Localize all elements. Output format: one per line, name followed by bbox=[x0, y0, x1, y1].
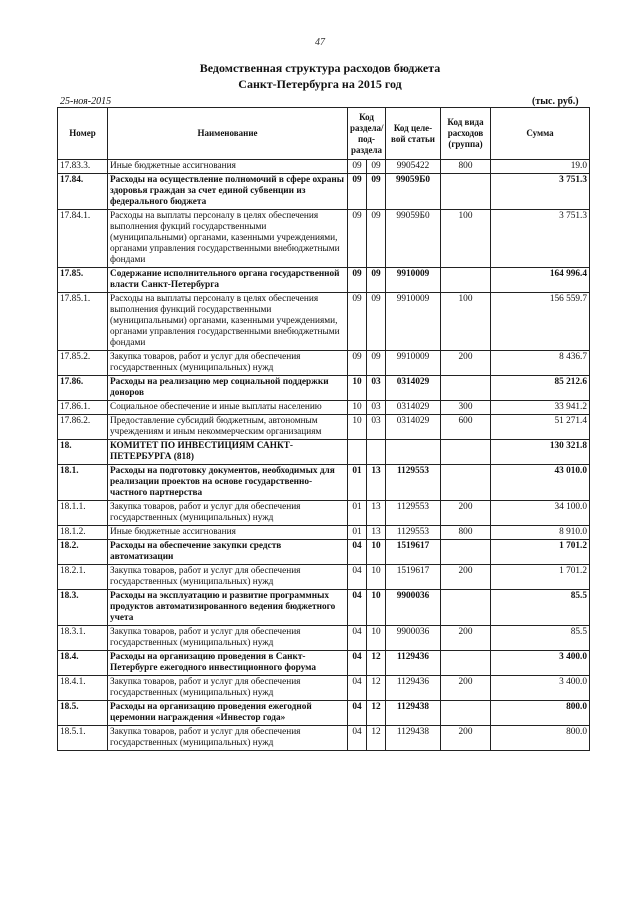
row-expense-type bbox=[441, 268, 491, 293]
row-target-code: 1129553 bbox=[386, 526, 441, 540]
row-target-code: 1129553 bbox=[386, 465, 441, 501]
report-date: 25-ноя-2015 bbox=[60, 96, 112, 107]
row-subsection-code: 03 bbox=[367, 415, 386, 440]
title-line-2: Санкт-Петербурга на 2015 год bbox=[238, 77, 402, 91]
row-sum: 43 010.0 bbox=[491, 465, 590, 501]
table-row bbox=[58, 651, 590, 676]
row-name: КОМИТЕТ ПО ИНВЕСТИЦИЯМ САНКТ-ПЕТЕРБУРГА (818) bbox=[108, 440, 348, 465]
row-number: 18.4.1. bbox=[58, 676, 108, 701]
row-section-code: 04 bbox=[348, 565, 367, 590]
row-number: 18.3. bbox=[58, 590, 108, 626]
row-name: Закупка товаров, работ и услуг для обеспечения государственных (муниципальных) нужд bbox=[108, 501, 348, 526]
table-row bbox=[58, 501, 590, 526]
row-number: 18.5. bbox=[58, 701, 108, 726]
table-row bbox=[58, 293, 590, 351]
table-row bbox=[58, 701, 590, 726]
row-name: Закупка товаров, работ и услуг для обеспечения государственных (муниципальных) нужд bbox=[108, 676, 348, 701]
row-subsection-code: 10 bbox=[367, 540, 386, 565]
header-target: Код целе- вой статьи bbox=[386, 108, 441, 160]
row-subsection-code: 10 bbox=[367, 590, 386, 626]
table-header-row bbox=[58, 108, 590, 160]
row-expense-type bbox=[441, 440, 491, 465]
row-number: 18.1.2. bbox=[58, 526, 108, 540]
row-sum: 800.0 bbox=[491, 701, 590, 726]
budget-table bbox=[57, 107, 590, 751]
table-row bbox=[58, 590, 590, 626]
table-row bbox=[58, 174, 590, 210]
row-expense-type: 200 bbox=[441, 501, 491, 526]
row-sum: 3 400.0 bbox=[491, 676, 590, 701]
row-target-code: 9905422 bbox=[386, 160, 441, 174]
row-target-code: 9910009 bbox=[386, 268, 441, 293]
row-subsection-code: 13 bbox=[367, 465, 386, 501]
row-number: 17.86.1. bbox=[58, 401, 108, 415]
table-row bbox=[58, 440, 590, 465]
row-section-code: 09 bbox=[348, 351, 367, 376]
row-name: Иные бюджетные ассигнования bbox=[108, 160, 348, 174]
row-target-code: 9900036 bbox=[386, 590, 441, 626]
row-subsection-code: 13 bbox=[367, 501, 386, 526]
row-target-code: 1519617 bbox=[386, 540, 441, 565]
table-row bbox=[58, 626, 590, 651]
row-number: 18.3.1. bbox=[58, 626, 108, 651]
row-sum: 34 100.0 bbox=[491, 501, 590, 526]
row-subsection-code: 10 bbox=[367, 626, 386, 651]
row-target-code: 1129438 bbox=[386, 701, 441, 726]
row-subsection-code: 09 bbox=[367, 210, 386, 268]
row-name: Расходы на выплаты персоналу в целях обеспечения выполнения функций государственными (муниципальными) органами, казенными учреждениями, органами управления государственными внебюджетными фондами bbox=[108, 293, 348, 351]
row-section-code: 04 bbox=[348, 676, 367, 701]
row-name: Расходы на реализацию мер социальной поддержки доноров bbox=[108, 376, 348, 401]
row-sum: 3 400.0 bbox=[491, 651, 590, 676]
header-type: Код вида расходов (группа) bbox=[441, 108, 491, 160]
row-sum: 51 271.4 bbox=[491, 415, 590, 440]
table-row bbox=[58, 540, 590, 565]
row-section-code: 10 bbox=[348, 415, 367, 440]
row-number: 17.85. bbox=[58, 268, 108, 293]
row-target-code: 1129553 bbox=[386, 501, 441, 526]
row-subsection-code bbox=[367, 440, 386, 465]
row-expense-type bbox=[441, 540, 491, 565]
row-sum: 1 701.2 bbox=[491, 540, 590, 565]
row-section-code: 04 bbox=[348, 726, 367, 751]
row-name: Расходы на обеспечение закупки средств автоматизации bbox=[108, 540, 348, 565]
row-number: 18. bbox=[58, 440, 108, 465]
row-number: 18.1.1. bbox=[58, 501, 108, 526]
row-number: 17.84. bbox=[58, 174, 108, 210]
row-expense-type bbox=[441, 651, 491, 676]
row-target-code: 99059Б0 bbox=[386, 210, 441, 268]
row-name: Расходы на организацию проведения ежегодной церемонии награждения «Инвестор года» bbox=[108, 701, 348, 726]
row-target-code bbox=[386, 440, 441, 465]
row-sum: 3 751.3 bbox=[491, 210, 590, 268]
row-target-code: 0314029 bbox=[386, 401, 441, 415]
row-expense-type bbox=[441, 174, 491, 210]
row-subsection-code: 09 bbox=[367, 293, 386, 351]
row-expense-type: 100 bbox=[441, 210, 491, 268]
row-expense-type bbox=[441, 590, 491, 626]
row-sum: 156 559.7 bbox=[491, 293, 590, 351]
table-body bbox=[58, 160, 590, 751]
row-target-code: 1129436 bbox=[386, 651, 441, 676]
table-row bbox=[58, 160, 590, 174]
row-target-code: 9910009 bbox=[386, 351, 441, 376]
table-row bbox=[58, 210, 590, 268]
row-target-code: 0314029 bbox=[386, 415, 441, 440]
row-section-code: 01 bbox=[348, 526, 367, 540]
row-subsection-code: 03 bbox=[367, 376, 386, 401]
row-section-code: 04 bbox=[348, 651, 367, 676]
row-expense-type: 600 bbox=[441, 415, 491, 440]
row-number: 18.1. bbox=[58, 465, 108, 501]
row-name: Расходы на организацию проведения в Санкт-Петербурге ежегодного инвестиционного форума bbox=[108, 651, 348, 676]
row-subsection-code: 09 bbox=[367, 351, 386, 376]
document-title bbox=[0, 60, 640, 92]
table-row bbox=[58, 526, 590, 540]
row-expense-type bbox=[441, 376, 491, 401]
row-sum: 164 996.4 bbox=[491, 268, 590, 293]
row-number: 18.2. bbox=[58, 540, 108, 565]
row-section-code: 09 bbox=[348, 210, 367, 268]
table-row bbox=[58, 376, 590, 401]
row-section-code: 09 bbox=[348, 293, 367, 351]
table-row bbox=[58, 401, 590, 415]
table-row bbox=[58, 465, 590, 501]
row-name: Закупка товаров, работ и услуг для обеспечения государственных (муниципальных) нужд bbox=[108, 351, 348, 376]
units-label: (тыс. руб.) bbox=[532, 96, 579, 107]
row-number: 17.83.3. bbox=[58, 160, 108, 174]
row-sum: 1 701.2 bbox=[491, 565, 590, 590]
row-expense-type: 800 bbox=[441, 160, 491, 174]
row-number: 17.85.1. bbox=[58, 293, 108, 351]
row-expense-type bbox=[441, 465, 491, 501]
row-target-code: 99059Б0 bbox=[386, 174, 441, 210]
row-subsection-code: 12 bbox=[367, 726, 386, 751]
row-number: 18.4. bbox=[58, 651, 108, 676]
row-expense-type: 200 bbox=[441, 676, 491, 701]
header-section: Код раздела/ под- раздела bbox=[348, 108, 386, 160]
row-section-code: 10 bbox=[348, 376, 367, 401]
row-subsection-code: 12 bbox=[367, 676, 386, 701]
row-sum: 85.5 bbox=[491, 626, 590, 651]
table-row bbox=[58, 268, 590, 293]
row-name: Расходы на эксплуатацию и развитие программных продуктов автоматизированного ведения бюджетного учета bbox=[108, 590, 348, 626]
row-target-code: 1519617 bbox=[386, 565, 441, 590]
row-section-code: 04 bbox=[348, 590, 367, 626]
row-expense-type: 200 bbox=[441, 626, 491, 651]
table-row bbox=[58, 351, 590, 376]
row-expense-type: 100 bbox=[441, 293, 491, 351]
header-number: Номер bbox=[58, 108, 108, 160]
row-name: Закупка товаров, работ и услуг для обеспечения государственных (муниципальных) нужд bbox=[108, 626, 348, 651]
row-name: Закупка товаров, работ и услуг для обеспечения государственных (муниципальных) нужд bbox=[108, 726, 348, 751]
row-expense-type bbox=[441, 701, 491, 726]
row-name: Содержание исполнительного органа государственной власти Санкт-Петербурга bbox=[108, 268, 348, 293]
table-row bbox=[58, 676, 590, 701]
row-target-code: 1129438 bbox=[386, 726, 441, 751]
row-expense-type: 800 bbox=[441, 526, 491, 540]
table-row bbox=[58, 726, 590, 751]
row-number: 17.85.2. bbox=[58, 351, 108, 376]
row-section-code: 09 bbox=[348, 174, 367, 210]
row-section-code bbox=[348, 440, 367, 465]
row-target-code: 9910009 bbox=[386, 293, 441, 351]
row-name: Расходы на подготовку документов, необходимых для реализации проектов на основе государственно-частного партнерства bbox=[108, 465, 348, 501]
row-sum: 8 436.7 bbox=[491, 351, 590, 376]
row-section-code: 09 bbox=[348, 160, 367, 174]
row-section-code: 10 bbox=[348, 401, 367, 415]
row-name: Расходы на осуществление полномочий в сфере охраны здоровья граждан за счет единой субвенции из федерального бюджета bbox=[108, 174, 348, 210]
row-section-code: 04 bbox=[348, 701, 367, 726]
row-number: 18.2.1. bbox=[58, 565, 108, 590]
row-name: Иные бюджетные ассигнования bbox=[108, 526, 348, 540]
row-number: 17.86. bbox=[58, 376, 108, 401]
row-target-code: 0314029 bbox=[386, 376, 441, 401]
row-subsection-code: 13 bbox=[367, 526, 386, 540]
row-subsection-code: 12 bbox=[367, 651, 386, 676]
row-subsection-code: 09 bbox=[367, 174, 386, 210]
row-section-code: 01 bbox=[348, 501, 367, 526]
row-section-code: 09 bbox=[348, 268, 367, 293]
row-sum: 33 941.2 bbox=[491, 401, 590, 415]
row-number: 18.5.1. bbox=[58, 726, 108, 751]
table-row bbox=[58, 565, 590, 590]
row-expense-type: 200 bbox=[441, 351, 491, 376]
table-row bbox=[58, 415, 590, 440]
row-sum: 85 212.6 bbox=[491, 376, 590, 401]
row-sum: 85.5 bbox=[491, 590, 590, 626]
row-number: 17.84.1. bbox=[58, 210, 108, 268]
row-expense-type: 200 bbox=[441, 565, 491, 590]
row-expense-type: 200 bbox=[441, 726, 491, 751]
row-number: 17.86.2. bbox=[58, 415, 108, 440]
row-subsection-code: 12 bbox=[367, 701, 386, 726]
row-sum: 800.0 bbox=[491, 726, 590, 751]
row-subsection-code: 09 bbox=[367, 160, 386, 174]
row-target-code: 1129436 bbox=[386, 676, 441, 701]
row-name: Закупка товаров, работ и услуг для обеспечения государственных (муниципальных) нужд bbox=[108, 565, 348, 590]
row-sum: 19.0 bbox=[491, 160, 590, 174]
row-expense-type: 300 bbox=[441, 401, 491, 415]
row-name: Социальное обеспечение и иные выплаты населению bbox=[108, 401, 348, 415]
row-name: Предоставление субсидий бюджетным, автономным учреждениям и иным некоммерческим организациям bbox=[108, 415, 348, 440]
row-section-code: 01 bbox=[348, 465, 367, 501]
row-name: Расходы на выплаты персоналу в целях обеспечения выполнения фукций государственными (муниципальными) органами, казенными учреждениями, органами управления государственными внебюджетными фондами bbox=[108, 210, 348, 268]
row-section-code: 04 bbox=[348, 540, 367, 565]
row-sum: 130 321.8 bbox=[491, 440, 590, 465]
row-target-code: 9900036 bbox=[386, 626, 441, 651]
row-subsection-code: 03 bbox=[367, 401, 386, 415]
header-name: Наименование bbox=[108, 108, 348, 160]
row-sum: 8 910.0 bbox=[491, 526, 590, 540]
page-number: 47 bbox=[315, 37, 325, 48]
row-subsection-code: 10 bbox=[367, 565, 386, 590]
header-sum: Сумма bbox=[491, 108, 590, 160]
row-subsection-code: 09 bbox=[367, 268, 386, 293]
row-section-code: 04 bbox=[348, 626, 367, 651]
row-sum: 3 751.3 bbox=[491, 174, 590, 210]
title-line-1: Ведомственная структура расходов бюджета bbox=[199, 61, 441, 75]
